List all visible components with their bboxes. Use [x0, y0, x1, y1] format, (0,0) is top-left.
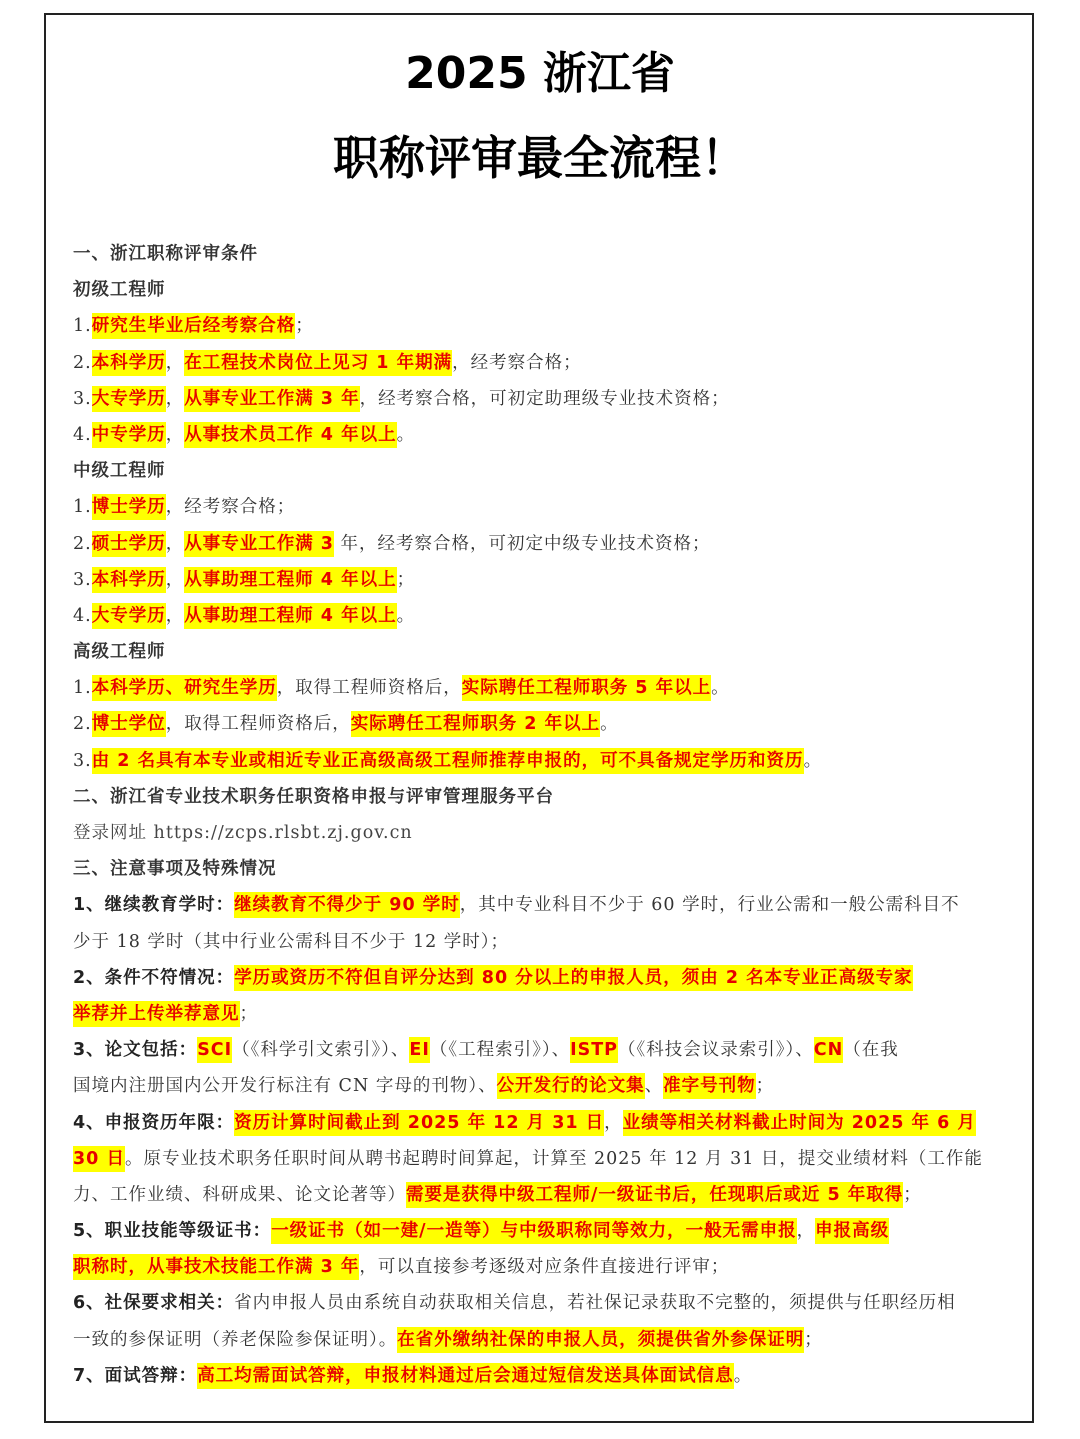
- highlighted-text: 博士学历: [92, 494, 166, 520]
- text-line: [73, 1249, 1013, 1285]
- text-segment: ，: [165, 424, 185, 445]
- text-line: [73, 924, 1013, 960]
- text-line: [73, 1358, 1013, 1394]
- text-segment: 。: [396, 605, 416, 626]
- text-segment: 一致的参保证明（养老保险参保证明）。: [73, 1329, 398, 1350]
- text-segment: 省内申报人员由系统自动获取相关信息，若社保记录获取不完整的，须提供与任职经历相: [234, 1293, 956, 1314]
- title-line-1: 2025 浙江省: [405, 48, 675, 99]
- section-heading: [73, 779, 1013, 815]
- text-segment: 二、浙江省专业技术职务任职资格申报与评审管理服务平台: [73, 786, 554, 807]
- text-segment: 中级工程师: [73, 461, 166, 482]
- subsection-heading: [73, 634, 1013, 670]
- text-line: [73, 1068, 1013, 1104]
- text-segment: （《科技会议录索引》）、: [618, 1040, 814, 1061]
- text-segment: 3.: [73, 388, 92, 409]
- highlighted-text: 实际聘任工程师职务 5 年以上: [462, 675, 711, 701]
- text-segment: ，: [165, 352, 185, 373]
- text-segment: 年，经考察合格，可初定中级专业技术资格；: [333, 533, 711, 554]
- text-segment: 国境内注册国内公开发行标注有 CN 字母的刊物）、: [73, 1076, 497, 1097]
- text-segment: （《科学引文索引》）、: [232, 1040, 410, 1061]
- highlighted-text: 中专学历: [92, 422, 166, 448]
- text-segment: ，经考察合格；: [165, 497, 296, 518]
- text-segment: 初级工程师: [73, 280, 166, 301]
- text-line: [73, 345, 1013, 381]
- text-segment: 2.: [73, 533, 92, 554]
- highlighted-text: 从事专业工作满 3: [184, 531, 334, 557]
- text-segment: ；: [396, 569, 416, 590]
- text-line: [73, 562, 1013, 598]
- highlighted-text: 需要是获得中级工程师/一级证书后，任现职后或近 5 年取得: [406, 1182, 903, 1208]
- highlighted-text: 准字号刊物: [663, 1073, 756, 1099]
- highlighted-text: CN: [814, 1037, 844, 1063]
- text-segment: 力、工作业绩、科研成果、论文论著等）: [73, 1184, 406, 1205]
- text-segment: 2.: [73, 352, 92, 373]
- text-line: [73, 960, 1013, 996]
- text-line: [73, 598, 1013, 634]
- text-segment: 。: [600, 714, 619, 735]
- text-segment: ；: [755, 1076, 775, 1097]
- text-segment: （《工程索引》）、: [429, 1040, 571, 1061]
- text-line: [73, 1177, 1013, 1213]
- text-segment: 1.: [73, 316, 92, 337]
- text-line: [73, 996, 1013, 1032]
- text-segment: ，: [604, 1112, 623, 1133]
- text-segment: 3.: [73, 750, 92, 771]
- highlighted-text: 职称时，从事技术技能工作满 3 年: [73, 1254, 359, 1280]
- highlighted-text: SCI: [197, 1037, 232, 1063]
- highlighted-text: 申报高级: [815, 1218, 889, 1244]
- text-line: [73, 526, 1013, 562]
- item-label: 2、条件不符情况：: [73, 967, 235, 988]
- text-segment: 。: [733, 1365, 753, 1386]
- text-segment: ，经考察合格；: [452, 352, 582, 373]
- highlighted-text: 继续教育不得少于 90 学时: [234, 892, 460, 918]
- highlighted-text: 30 日: [73, 1146, 125, 1172]
- text-segment: ，: [796, 1221, 816, 1242]
- text-segment: 3.: [73, 569, 92, 590]
- text-line: [73, 1285, 1013, 1321]
- highlighted-text: 从事技术员工作 4 年以上: [184, 422, 396, 448]
- text-segment: ，: [165, 533, 185, 554]
- highlighted-text: 博士学位: [92, 711, 166, 737]
- text-line: [73, 489, 1013, 525]
- text-segment: 1.: [73, 497, 92, 518]
- text-segment: 少于 18 学时（其中行业公需科目不少于 12 学时）；: [73, 931, 510, 952]
- text-segment: 。: [396, 424, 416, 445]
- text-line: [73, 1032, 1013, 1068]
- highlighted-text: 举荐并上传举荐意见: [73, 1001, 240, 1027]
- subsection-heading: [73, 453, 1013, 489]
- text-line: [73, 1105, 1013, 1141]
- highlighted-text: 学历或资历不符但自评分达到 80 分以上的申报人员，须由 2 名本专业正高级专家: [234, 965, 912, 991]
- highlighted-text: 公开发行的论文集: [497, 1073, 645, 1099]
- highlighted-text: 硕士学历: [92, 531, 166, 557]
- text-segment: 。: [803, 750, 823, 771]
- text-segment: 三、注意事项及特殊情况: [73, 859, 277, 880]
- highlighted-text: 本科学历: [92, 567, 166, 593]
- text-segment: ，取得工程师资格后，: [276, 678, 462, 699]
- text-line: [73, 887, 1013, 923]
- text-line: [73, 1213, 1013, 1249]
- subsection-heading: [73, 272, 1013, 308]
- text-line: [73, 1322, 1013, 1358]
- section-heading: [73, 236, 1013, 272]
- text-line: [73, 381, 1013, 417]
- highlighted-text: 资历计算时间截止到 2025 年 12 月 31 日: [234, 1110, 604, 1136]
- text-line: [73, 417, 1013, 453]
- highlighted-text: 本科学历: [92, 350, 166, 376]
- highlighted-text: 在省外缴纳社保的申报人员，须提供省外参保证明: [397, 1327, 804, 1353]
- item-label: 5、职业技能等级证书：: [73, 1221, 272, 1242]
- highlighted-text: 大专学历: [92, 603, 166, 629]
- section-heading: [73, 851, 1013, 887]
- highlighted-text: 业绩等相关材料截止时间为 2025 年 6 月: [623, 1110, 976, 1136]
- text-segment: （在我: [843, 1040, 899, 1061]
- highlighted-text: EI: [409, 1037, 429, 1063]
- text-segment: ；: [239, 1003, 258, 1024]
- highlighted-text: 大专学历: [92, 386, 166, 412]
- highlighted-text: 高工均需面试答辩，申报材料通过后会通过短信发送具体面试信息: [197, 1363, 734, 1389]
- text-segment: 。: [711, 678, 730, 699]
- text-line: [73, 670, 1013, 706]
- item-label: 1、继续教育学时：: [73, 895, 235, 916]
- highlighted-text: 从事专业工作满 3 年: [184, 386, 359, 412]
- document-body: [73, 236, 1013, 1394]
- website-line: [73, 815, 1013, 851]
- highlighted-text: 从事助理工程师 4 年以上: [184, 567, 396, 593]
- text-line: [73, 743, 1013, 779]
- highlighted-text: 实际聘任工程师职务 2 年以上: [351, 711, 600, 737]
- text-segment: ，: [165, 388, 185, 409]
- text-segment: 。原专业技术职务任职时间从聘书起聘时间算起，计算至 2025 年 12 月 31 日，提交业绩材料（工作能: [124, 1148, 983, 1169]
- text-line: [73, 1141, 1013, 1177]
- text-segment: 1.: [73, 678, 92, 699]
- text-segment: 4.: [73, 605, 92, 626]
- highlighted-text: 由 2 名具有本专业或相近专业正高级高级工程师推荐申报的，可不具备规定学历和资历: [92, 748, 804, 774]
- highlighted-text: 从事助理工程师 4 年以上: [184, 603, 396, 629]
- text-line: [73, 308, 1013, 344]
- text-segment: ；: [903, 1184, 922, 1205]
- text-segment: 一、浙江职称评审条件: [73, 244, 258, 264]
- title-line-2: 职称评审最全流程！: [333, 131, 747, 185]
- item-label: 7、面试答辩：: [73, 1365, 198, 1386]
- text-segment: ，: [165, 605, 185, 626]
- text-segment: 4.: [73, 424, 92, 445]
- item-label: 3、论文包括：: [73, 1040, 198, 1061]
- text-segment: ，其中专业科目不少于 60 学时，行业公需和一般公需科目不: [459, 895, 960, 916]
- text-segment: ，: [165, 569, 185, 590]
- item-label: 6、社保要求相关：: [73, 1293, 235, 1314]
- highlighted-text: ISTP: [570, 1037, 618, 1063]
- item-label: 4、申报资历年限：: [73, 1112, 235, 1133]
- text-line: [73, 706, 1013, 742]
- text-segment: 高级工程师: [73, 642, 166, 663]
- text-segment: ，可以直接参考逐级对应条件直接进行评审；: [359, 1257, 730, 1278]
- text-segment: 2.: [73, 714, 92, 735]
- text-segment: ，取得工程师资格后，: [165, 714, 351, 735]
- text-segment: ；: [804, 1329, 823, 1350]
- highlighted-text: 在工程技术岗位上见习 1 年期满: [184, 350, 452, 376]
- highlighted-text: 一级证书（如一建/一造等）与中级职称同等效力，一般无需申报: [271, 1218, 796, 1244]
- text-segment: ，经考察合格，可初定助理级专业技术资格；: [359, 388, 730, 409]
- highlighted-text: 本科学历、研究生学历: [92, 675, 277, 701]
- text-segment: 、: [644, 1076, 664, 1097]
- highlighted-text: 研究生毕业后经考察合格: [92, 313, 296, 339]
- text-segment: 登录网址 https://zcps.rlsbt.zj.gov.cn: [73, 823, 413, 843]
- text-segment: ；: [295, 316, 314, 337]
